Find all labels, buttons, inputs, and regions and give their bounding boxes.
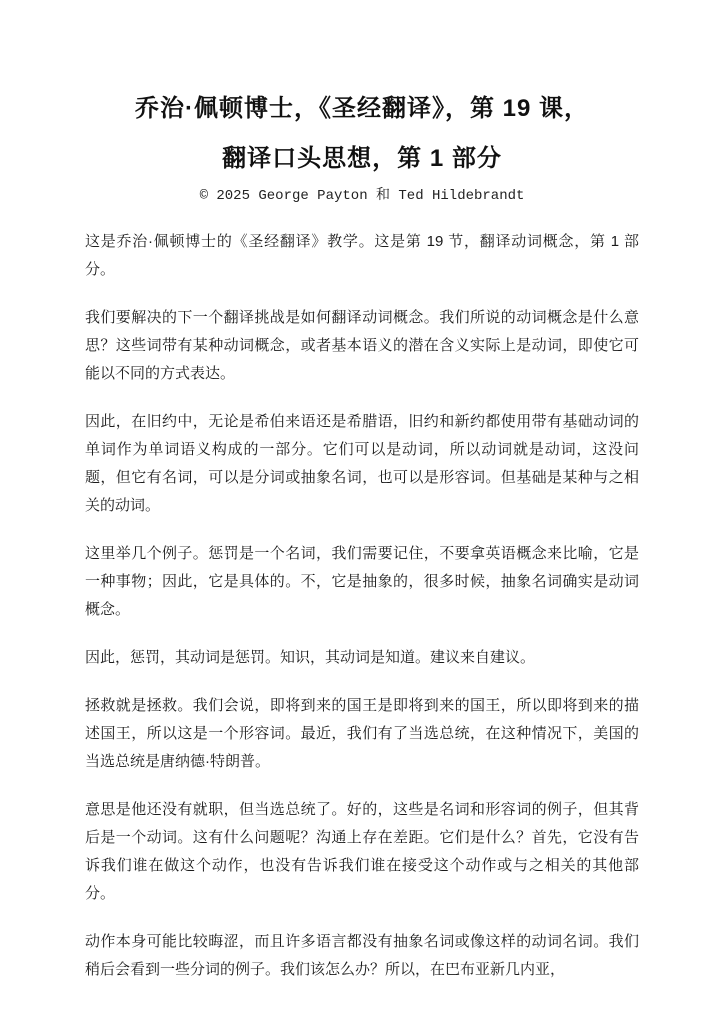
paragraph-2: 我们要解决的下一个翻译挑战是如何翻译动词概念。我们所说的动词概念是什么意思？这些词带有某种动词概念，或者基本语义的潜在含义实际上是动词，即使它可能以不同的方式表达。: [85, 309, 639, 382]
title-line-1: 乔治·佩顿博士，《圣经翻译》，第 19 课，: [134, 95, 590, 122]
title-line-2: 翻译口头思想，第 1 部分: [222, 145, 502, 172]
paragraph-1: 这是乔治·佩顿博士的《圣经翻译》教学。这是第 19 节，翻译动词概念，第 1 部分。: [85, 233, 639, 278]
paragraph-5: 因此，惩罚，其动词是惩罚。知识，其动词是知道。建议来自建议。: [85, 649, 536, 666]
document-body: [85, 228, 639, 984]
paragraph-7: 意思是他还没有就职，但当选总统了。好的，这些是名词和形容词的例子，但其背后是一个动词。这有什么问题呢？沟通上存在差距。它们是什么？首先，它没有告诉我们谁在做这个动作，也没有告诉我们谁在接受这个动作或与之相关的其他部分。: [85, 801, 639, 902]
copyright-line: © 2025 George Payton 和 Ted Hildebrandt: [199, 188, 525, 204]
paragraph-3: 因此，在旧约中，无论是希伯来语还是希腊语，旧约和新约都使用带有基础动词的单词作为单词语义构成的一部分。它们可以是动词，所以动词就是动词，这没问题，但它有名词，可以是分词或抽象名词，也可以是形容词。但基础是某种与之相关的动词。: [85, 413, 639, 514]
paragraph-6: 拯救就是拯救。我们会说，即将到来的国王是即将到来的国王，所以即将到来的描述国王，所以这是一个形容词。最近，我们有了当选总统，在这种情况下，美国的当选总统是唐纳德·特朗普。: [85, 697, 639, 770]
paragraph-4: 这里举几个例子。惩罚是一个名词，我们需要记住，不要拿英语概念来比喻，它是一种事物；因此，它是具体的。不，它是抽象的，很多时候，抽象名词确实是动词概念。: [85, 545, 639, 618]
paragraph-8: 动作本身可能比较晦涩，而且许多语言都没有抽象名词或像这样的动词名词。我们稍后会看到一些分词的例子。我们该怎么办？所以，在巴布亚新几内亚，: [85, 933, 639, 978]
document-title: [85, 84, 639, 184]
